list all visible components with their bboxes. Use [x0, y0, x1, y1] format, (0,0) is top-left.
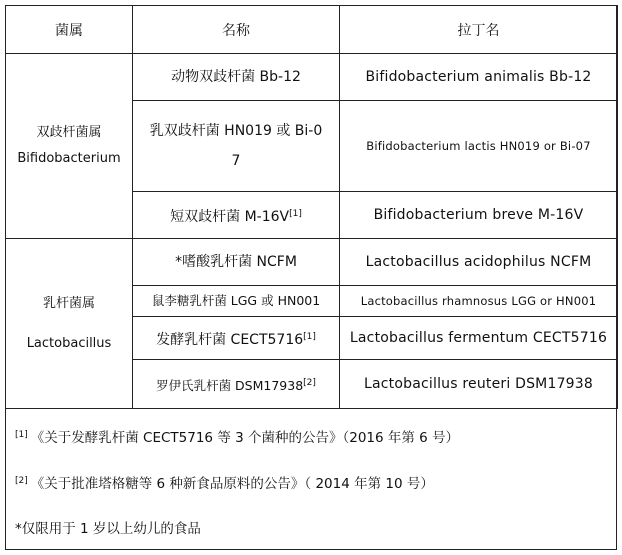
- footnote-ref: [1]: [303, 331, 316, 342]
- strain-name: [133, 101, 340, 192]
- strain-latin: Bifidobacterium animalis Bb-12: [340, 54, 618, 101]
- strain-name: 鼠李糖乳杆菌 LGG 或 HN001: [133, 286, 340, 317]
- genus-cn: 乳杆菌属: [42, 295, 95, 311]
- footnote-ref: [2]: [303, 377, 316, 388]
- footnote-2: [15, 472, 434, 492]
- genus-latin: Lactobacillus: [26, 335, 112, 351]
- strain-latin: Lactobacillus fermentum CECT5716: [340, 317, 618, 360]
- strain-name: [133, 317, 340, 360]
- strain-name-text: 发酵乳杆菌 CECT5716: [156, 331, 304, 348]
- strain-name-text: 短双歧杆菌 M-16V: [170, 208, 290, 225]
- genus-cell-bifidobacterium: [6, 54, 133, 239]
- header-latin: 拉丁名: [340, 6, 618, 54]
- footnotes: [5, 408, 617, 550]
- probiotics-table: [5, 5, 618, 409]
- footnote-1: [15, 426, 459, 446]
- footnote-ref: [2]: [15, 476, 28, 486]
- header-genus: 菌属: [6, 6, 133, 54]
- genus-cn: 双歧杆菌属: [36, 125, 102, 140]
- table-row: [6, 54, 618, 101]
- footnote-ref: [1]: [15, 430, 28, 440]
- strain-name: 动物双歧杆菌 Bb-12: [133, 54, 340, 101]
- table-header-row: [6, 6, 618, 54]
- strain-name-line1: 乳双歧杆菌 HN019 或 Bi-0: [149, 123, 323, 139]
- footnote-ref: [1]: [289, 208, 302, 219]
- genus-cell-lactobacillus: [6, 239, 133, 409]
- strain-name-line2: 7: [231, 153, 241, 169]
- table-row: [6, 239, 618, 286]
- strain-latin: Lactobacillus rhamnosus LGG or HN001: [340, 286, 618, 317]
- footnote-text: 《关于发酵乳杆菌 CECT5716 等 3 个菌种的公告》（2016 年第 6 号）: [30, 430, 460, 446]
- strain-name-text: 罗伊氏乳杆菌 DSM17938: [156, 377, 304, 393]
- footnote-text: *仅限用于 1 岁以上幼儿的食品: [15, 521, 201, 537]
- strain-name: [133, 360, 340, 409]
- strain-name: [133, 192, 340, 239]
- strain-latin: Lactobacillus reuteri DSM17938: [340, 360, 618, 409]
- strain-latin: Lactobacillus acidophilus NCFM: [340, 239, 618, 286]
- footnote-3: [15, 517, 201, 537]
- strain-latin: Bifidobacterium breve M-16V: [340, 192, 618, 239]
- strain-latin: Bifidobacterium lactis HN019 or Bi-07: [340, 101, 618, 192]
- footnote-text: 《关于批准塔格糖等 6 种新食品原料的公告》（ 2014 年第 10 号）: [30, 476, 434, 492]
- header-name: 名称: [133, 6, 340, 54]
- genus-latin: Bifidobacterium: [17, 151, 121, 166]
- strain-name: *嗜酸乳杆菌 NCFM: [133, 239, 340, 286]
